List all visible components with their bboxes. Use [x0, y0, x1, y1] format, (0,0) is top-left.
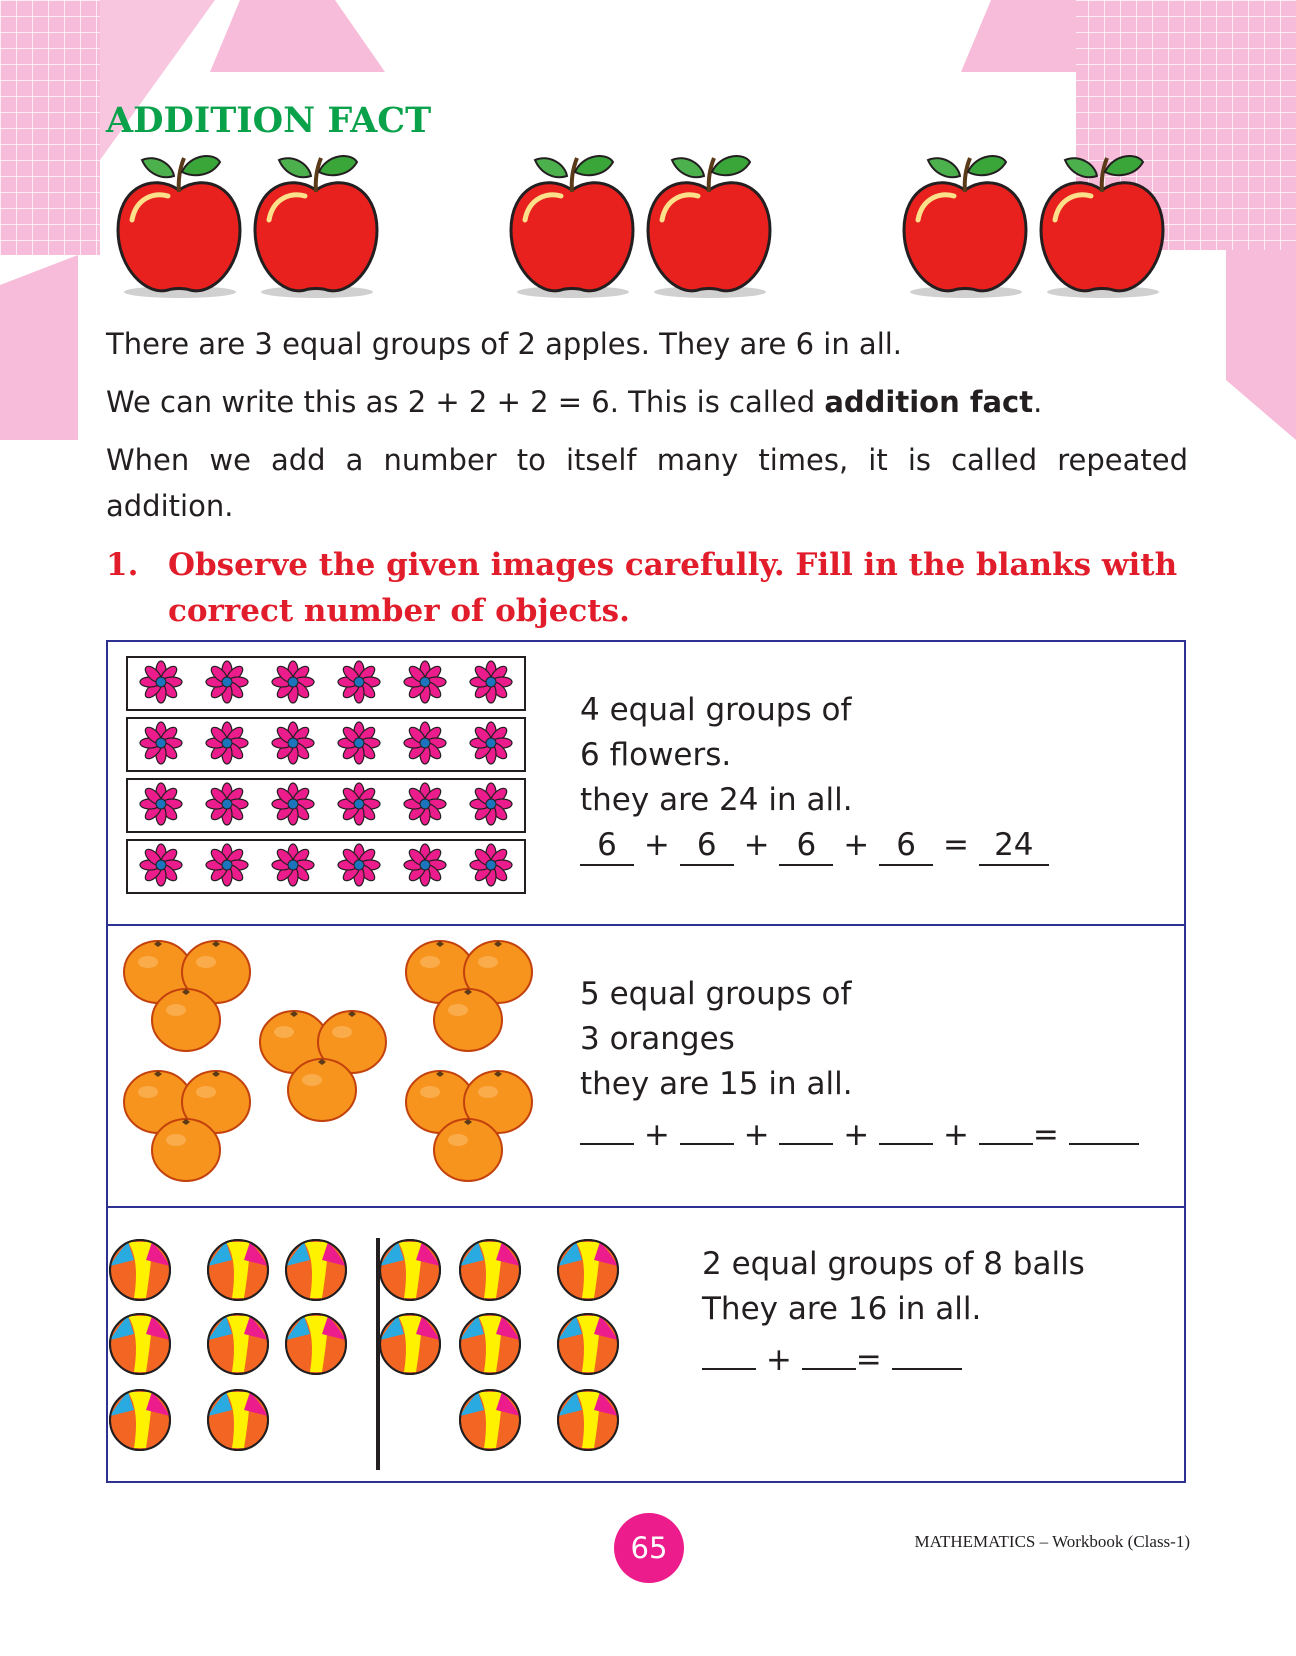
exercise-2-line-2: 3 oranges [580, 1021, 735, 1057]
exercise-2-equation [580, 1107, 1139, 1158]
ball-icon [206, 1388, 270, 1456]
answer-blank[interactable] [779, 1107, 833, 1145]
apple-icon [642, 150, 777, 300]
apple-group [112, 150, 384, 300]
exercise-table [106, 640, 1186, 1483]
answer-blank[interactable] [892, 1332, 962, 1370]
answer-blank[interactable]: 6 [580, 828, 634, 866]
exercise-2-text [580, 972, 1139, 1158]
exercise-1-line-3: they are 24 in all. [580, 782, 853, 818]
exercise-row-flowers [108, 642, 1184, 924]
ball-icon [378, 1238, 442, 1306]
page-number: 65 [614, 1513, 684, 1583]
flower-icon [337, 660, 381, 708]
flower-icon [205, 721, 249, 769]
operator: + [942, 1117, 969, 1153]
apple-icon [505, 150, 640, 300]
ball-icon [206, 1312, 270, 1380]
answer-blank[interactable] [580, 1107, 634, 1145]
orange-group [258, 1006, 393, 1141]
flower-icon [271, 782, 315, 830]
flower-icon [469, 660, 513, 708]
flower-group [126, 656, 526, 711]
flower-icon [205, 782, 249, 830]
flower-icon [139, 843, 183, 891]
ball-icon [108, 1238, 172, 1306]
flower-icon [403, 660, 447, 708]
answer-blank[interactable] [879, 1107, 933, 1145]
ball-icon [284, 1312, 348, 1380]
intro-line-3: When we add a number to itself many times, it is called repeated addition. [106, 443, 1188, 523]
answer-blank[interactable] [680, 1107, 734, 1145]
operator: = [942, 827, 969, 863]
intro-line-2-text: We can write this as 2 + 2 + 2 = 6. This is called [106, 385, 825, 419]
flower-group [126, 839, 526, 894]
operator: + [643, 827, 670, 863]
apple-group [898, 150, 1170, 300]
intro-line-2-end: . [1033, 385, 1043, 419]
ball-icon [108, 1312, 172, 1380]
orange-group [122, 1066, 257, 1201]
flower-icon [469, 782, 513, 830]
ball-icon [458, 1388, 522, 1456]
flower-icon [205, 660, 249, 708]
operator: + [765, 1342, 792, 1378]
operator: + [743, 1117, 770, 1153]
answer-blank[interactable] [979, 1107, 1033, 1145]
answer-blank[interactable] [1069, 1107, 1139, 1145]
operator: + [743, 827, 770, 863]
flower-icon [337, 843, 381, 891]
ball-icon [556, 1388, 620, 1456]
operator: + [643, 1117, 670, 1153]
addition-fact-term: addition fact [824, 385, 1034, 419]
orange-group [404, 936, 539, 1071]
apple-group [505, 150, 777, 300]
exercise-3-text [702, 1242, 1085, 1383]
book-title: MATHEMATICS – Workbook (Class-1) [914, 1532, 1190, 1551]
flower-group [126, 778, 526, 833]
ball-icon [206, 1238, 270, 1306]
exercise-2-line-1: 5 equal groups of [580, 976, 852, 1012]
ball-icon [458, 1238, 522, 1306]
exercise-3-equation [702, 1332, 1085, 1383]
flower-icon [271, 843, 315, 891]
page-title: ADDITION FACT [106, 100, 432, 141]
apple-icon [898, 150, 1033, 300]
flower-icon [271, 660, 315, 708]
answer-blank[interactable]: 6 [779, 828, 833, 866]
flower-icon [403, 843, 447, 891]
answer-blank[interactable]: 24 [979, 828, 1049, 866]
exercise-3-line-2: They are 16 in all. [702, 1291, 982, 1327]
question-heading [106, 542, 1188, 634]
orange-group [404, 1066, 539, 1201]
flower-icon [205, 843, 249, 891]
group-divider [376, 1238, 380, 1470]
exercise-row-balls [108, 1206, 1184, 1483]
ball-icon [556, 1312, 620, 1380]
question-number: 1. [106, 547, 139, 583]
intro-line-2 [106, 379, 1042, 425]
flower-icon [337, 782, 381, 830]
operator: = [1032, 1117, 1059, 1153]
operator: = [855, 1342, 882, 1378]
exercise-row-oranges [108, 924, 1184, 1206]
answer-blank[interactable] [702, 1332, 756, 1370]
flower-icon [271, 721, 315, 769]
flower-icon [469, 721, 513, 769]
flower-icon [403, 782, 447, 830]
flower-icon [337, 721, 381, 769]
apple-groups-illustration [112, 150, 1182, 320]
ball-icon [284, 1238, 348, 1306]
flower-icon [469, 843, 513, 891]
apple-icon [112, 150, 247, 300]
exercise-3-line-1: 2 equal groups of 8 balls [702, 1246, 1085, 1282]
question-text: Observe the given images carefully. Fill in the blanks with correct number of objects. [168, 547, 1178, 629]
exercise-1-text [580, 688, 1049, 868]
flower-icon [139, 782, 183, 830]
flower-icon [139, 660, 183, 708]
exercise-2-line-3: they are 15 in all. [580, 1066, 853, 1102]
orange-group [122, 936, 257, 1071]
operator: + [843, 827, 870, 863]
intro-line-1: There are 3 equal groups of 2 apples. They are 6 in all. [106, 327, 903, 361]
ball-icon [378, 1312, 442, 1380]
apple-icon [249, 150, 384, 300]
exercise-1-line-2: 6 flowers. [580, 737, 732, 773]
answer-blank[interactable]: 6 [680, 828, 734, 866]
answer-blank[interactable] [802, 1332, 856, 1370]
exercise-1-line-1: 4 equal groups of [580, 692, 852, 728]
answer-blank[interactable]: 6 [879, 828, 933, 866]
exercise-1-equation [580, 823, 1049, 868]
operator: + [843, 1117, 870, 1153]
ball-icon [108, 1388, 172, 1456]
ball-icon [556, 1238, 620, 1306]
flower-icon [403, 721, 447, 769]
apple-icon [1035, 150, 1170, 300]
flower-icon [139, 721, 183, 769]
ball-icon [458, 1312, 522, 1380]
flower-group [126, 717, 526, 772]
